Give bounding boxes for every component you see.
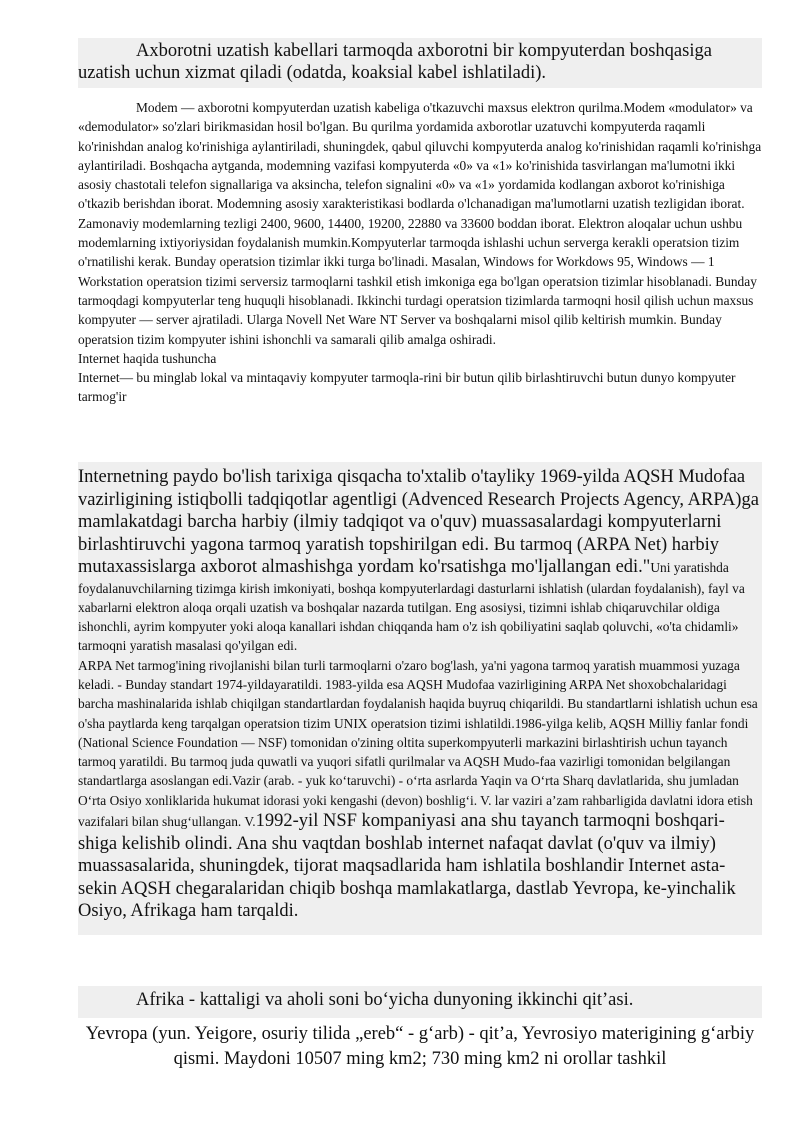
internet-history-paragraph — [78, 466, 762, 656]
internet-history-section — [78, 462, 762, 935]
arpanet-paragraph — [78, 656, 762, 923]
internet-definition: Internet— bu minglab lokal va mintaqaviy kompyuter tarmoqla-rini bir butun qilib birlashtiruvchi butun dunyo kompyuter tarmog'ir — [78, 370, 736, 405]
africa-text: Afrika - kattaligi va aholi soni bo‘yicha dunyoning ikkinchi qit’asi. — [136, 990, 634, 1010]
history-outro: 1992-yil NSF kompaniyasi ana shu tayanch tarmoqni boshqari-shiga kelishib olindi. Ana shu vaqtdan boshlab internet nafaqat davlat (o'quv va ilmiy) muassasalarida, shuningdek, tijorat maqsadlarida ham ishlatila boshlandir Internet asta-sekin AQSH chegaralaridan chiqib boshqa mamlakatlarga, dastlab Yevropa, ke-yinchalik Osiyo, Afrikaga ham tarqaldi. — [78, 811, 736, 922]
africa-paragraph — [78, 986, 762, 1018]
cables-text: Axborotni uzatish kabellari tarmoqda axborotni bir kompyuterdan boshqasiga uzatish uchun xizmat qiladi (odatda, koaksial kabel ishlatiladi). — [78, 41, 712, 83]
europe-paragraph — [70, 1022, 770, 1072]
history-intro: Internetning paydo bo'lish tarixiga qisqacha to'xtalib o'tayliky 1969-yilda AQSH Mudofaa vazirligining istiqbolli tadqiqotlar agentligi (Advenced Research Projects Agency, ARPA)ga mamlakatdagi barcha harbiy (ilmiy tadqiqot va o'quv) muassasalardagi kompyuterlarni birlashtiruvchi yagona tarmoq yaratish topshirilgan edi. Bu tarmoq (ARPA Net) harbiy mutaxassislarga axborot almashishga yordam ko'rsatishga mo'ljallangan edi." — [78, 467, 759, 577]
europe-text: Yevropa (yun. Yeigore, osuriy tilida „ereb“ - g‘arb) - qit’a, Yevrosiyo materigining g‘arbiy qismi. Maydoni 10507 ming km2; 730 ming km2 ni orollar tashkil — [85, 1024, 755, 1069]
modem-paragraph: Modem — axborotni kompyuterdan uzatish kabeliga o'tkazuvchi maxsus elektron qurilma.Modem «modulator» va «demodulator» so'zlari birikmasidan hosil bo'lgan. Bu qurilma yordamida axborotlar uzatuvchi kompyuterda raqamli ko'rinishdan analog ko'rinishiga aylantiriladi, shuningdek, qabul qiluvchi kompyuterda analog ko'rinishidan raqamli ko'rinishga aylantiriladi. Boshqacha aytganda, modemning vazifasi kompyuterda «0» va «1» ko'rinishida tasvirlangan ma'lumotni ikki asosiy chastotali telefon signallariga va aksincha, telefon signalini «0» va «1» yordamida kodlangan axborot ko'rinishiga o'tkazib berishdan iborat. Modemning asosiy xarakteristikasi bodlarda o'lchanadigan ma'lumotlarni uzatish tezligidan iborat. Zamonaviy modemlarning tezligi 2400, 9600, 14400, 19200, 22880 va 33600 boddan iborat. Elektron aloqalar uchun ushbu modemlarning ixtiyoriysidan foydalanish mumkin.Kompyuterlar tarmoqda ishlashi uchun serverga kerakli operatsion tizim o'rnatilishi kerak. Bunday operatsion tizimlar ikki turga bo'linadi. Masalan, Windows for Workdows 95, Windows — 1 Workstation operatsion tizimi serversiz tarmoqlarni tashkil etish imkoniga ega bo'lgan operatsion tizimlar hisoblanadi. Bunday tarmoqdagi kompyuterlar teng huquqli hisoblanadi. Ikkinchi turdagi operatsion tizimlarda tarmoqni hosil qilish uchun maxsus kompyuter — server ajratiladi. Ularga Novell Net Ware NT Server va boshqalarni misol qilib keltirish mumkin. Bunday operatsion tizim kompyuter ishini ishonchli va samarali qilib amalga oshiradi. — [78, 100, 762, 347]
modem-section — [78, 98, 762, 407]
history-detail-2: ARPA Net tarmog'ining rivojlanishi bilan turli tarmoqlarni o'zaro bog'lash, ya'ni yagona tarmoq yaratish muammosi yuzaga keladi. - Bunday standart 1974-yildayaratildi. 1983-yilda esa AQSH Mudofaa vazirligining ARPA Net shoxobchalaridagi barcha mashinalarida ishlab chiqilgan standartlardan foydalanish haqida buyruq chiqarildi. Bu standartlarni ishlatish uchun esa o'sha paytlarda keng tarqalgan operatsion tizim UNIX operatsion tizimi ishlatildi.1986-yilga kelib, AQSH Milliy fanlar fondi (National Science Foundation — NSF) tomonidan o'zining oltita superkompyuterli markazini birlashtirish uchun tayanch tarmoq yaratildi. Bu tarmoq juda quwatli va yuqori sifatli qurilmalar va AQSH Mudo-faa vazirligi tomonidan belgilangan standartlarga asoslangan edi.Vazir (arab. - yuk ko‘taruvchi) - o‘rta asrlarda Yaqin va O‘rta Sharq davlatlarida, shu jumladan O‘rta Osiyo xonliklarida hukumat idorasi yoki kengashi (devon) boshlig‘i. V. lar vaziri a’zam rahbarligida davlatni idora etish vazifalari bilan shug‘ullangan. V. — [78, 657, 758, 830]
history-detail-1: Uni yaratishda foydalanuvchilarning tizimga kirish imkoniyati, boshqa kompyuterlardagi dasturlarni ishlatish (ulardan foydalanish), fayl va xabarlarni elektron aloqa orqali uzatish va boshqalar nazarda tutilgan. Eng asosiysi, tizimni ishlab chiqaruvchilar oldiga ishonchli, ayrim kompyuter yoki aloqa kanallari ishdan chiqqanda ham o'z ish qobiliyatini saqlab qoluvchi, «o'ta chidamli» tarmoqni yaratish masalasi qo'yilgan edi. — [78, 560, 745, 654]
internet-heading: Internet haqida tushuncha — [78, 350, 217, 366]
cables-paragraph — [78, 38, 762, 88]
